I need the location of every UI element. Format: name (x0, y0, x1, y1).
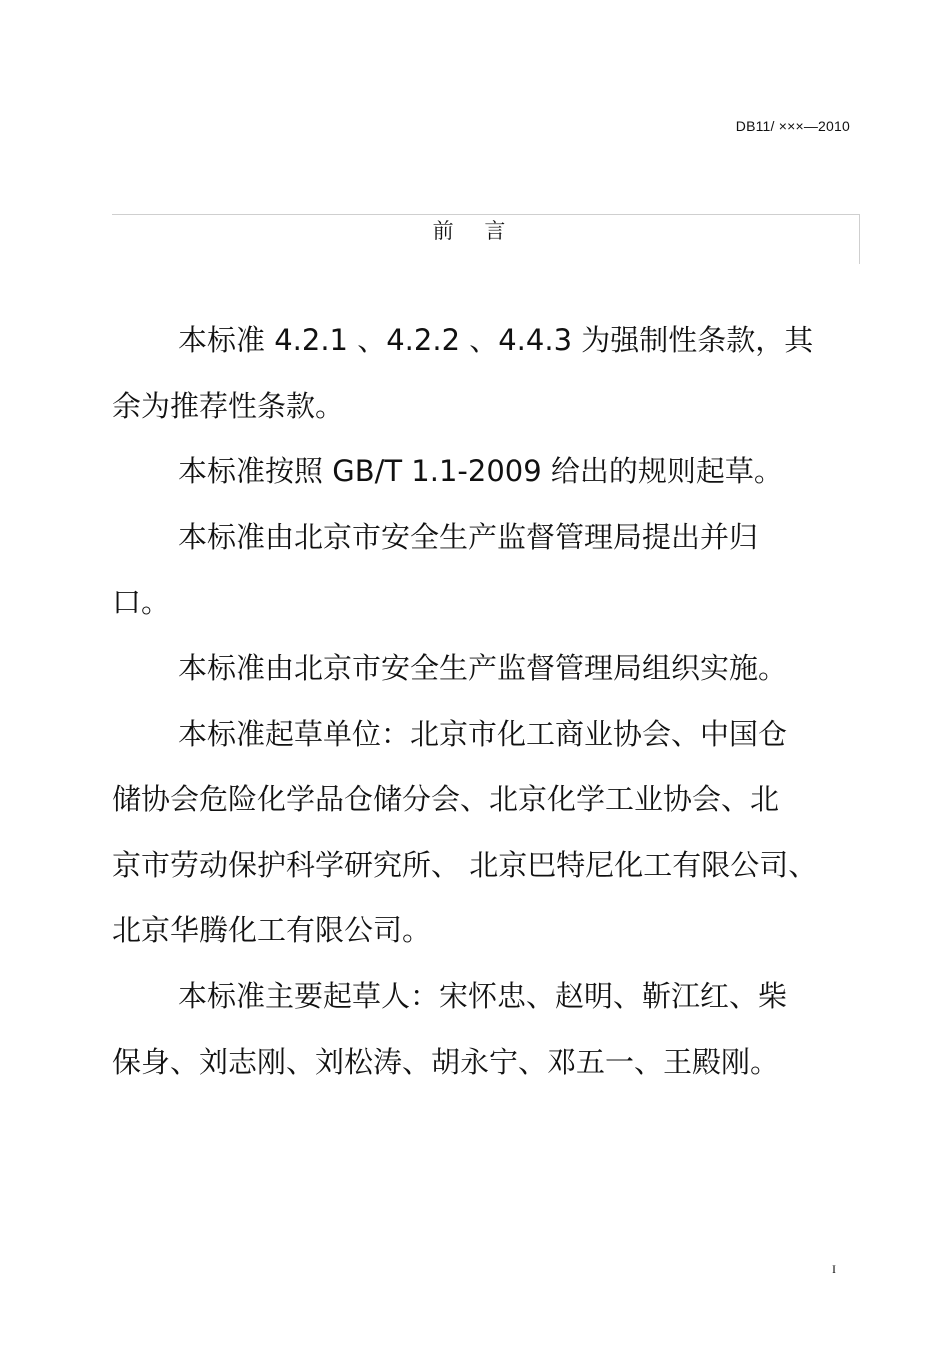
foreword-line: 余为推荐性条款。 (112, 388, 345, 423)
foreword-line: 京市劳动保护科学研究所、 北京巴特尼化工有限公司、 (112, 847, 818, 882)
document-code: DB11/ ×××—2010 (735, 118, 850, 134)
page-number: I (832, 1262, 836, 1276)
header-divider (112, 214, 860, 215)
foreword-line: 保身、刘志刚、刘松涛、胡永宁、邓五一、王殿刚。 (112, 1044, 780, 1079)
header-side-rule (859, 214, 860, 264)
section-title: 前 言 (432, 219, 518, 243)
foreword-line: 本标准起草单位：北京市化工商业协会、中国仓 (178, 716, 788, 751)
foreword-line: 口。 (112, 585, 171, 620)
foreword-line: 本标准按照 GB/T 1.1-2009 给出的规则起草。 (178, 454, 783, 489)
foreword-line: 本标准 4.2.1 、4.2.2 、4.4.3 为强制性条款，其 (178, 323, 814, 357)
foreword-line: 本标准由北京市安全生产监督管理局提出并归 (178, 519, 759, 554)
foreword-line: 本标准主要起草人：宋怀忠、赵明、靳江红、柴 (178, 978, 788, 1013)
foreword-line: 北京华腾化工有限公司。 (112, 913, 432, 948)
foreword-line: 本标准由北京市安全生产监督管理局组织实施。 (178, 650, 788, 685)
foreword-body (112, 308, 852, 1095)
foreword-line: 储协会危险化学品仓储分会、北京化学工业协会、北 (112, 782, 780, 817)
